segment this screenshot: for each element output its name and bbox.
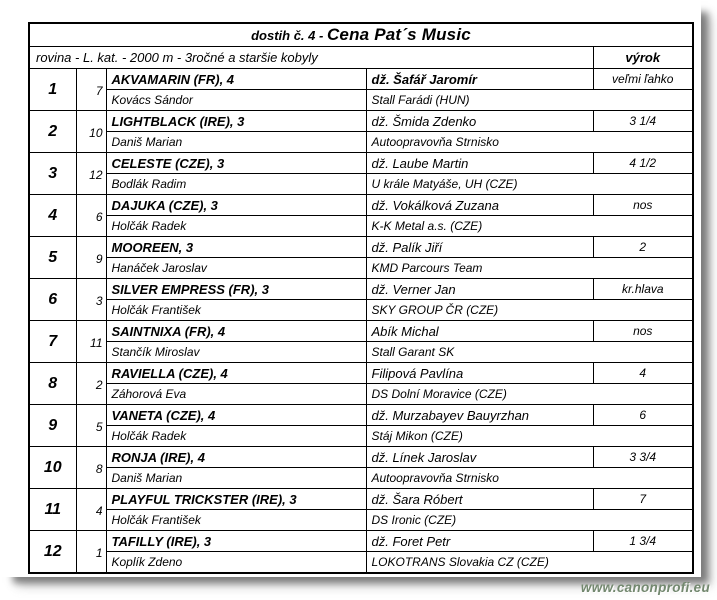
- verdict-cell: veľmi ľahko: [593, 69, 693, 90]
- race-row-line1: [29, 489, 693, 510]
- race-row-line1: [29, 363, 693, 384]
- race-row: [29, 531, 693, 574]
- race-row-line2: [29, 342, 693, 363]
- start-number-cell: 2: [76, 363, 106, 405]
- position-cell: 7: [29, 321, 76, 363]
- horse-name-cell: DAJUKA (CZE), 3: [106, 195, 366, 216]
- jockey-cell: dž. Foret Petr: [366, 531, 593, 552]
- position-cell: 1: [29, 69, 76, 111]
- stable-cell: Stall Farádi (HUN): [366, 90, 693, 111]
- start-number-cell: 7: [76, 69, 106, 111]
- verdict-cell: 4 1/2: [593, 153, 693, 174]
- jockey-cell: dž. Šafář Jaromír: [366, 69, 593, 90]
- stable-cell: Autoopravovňa Strnisko: [366, 132, 693, 153]
- jockey-cell: dž. Vokálková Zuzana: [366, 195, 593, 216]
- position-cell: 4: [29, 195, 76, 237]
- stable-cell: Stáj Mikon (CZE): [366, 426, 693, 447]
- trainer-cell: Koplík Zdeno: [106, 552, 366, 574]
- race-row: [29, 489, 693, 531]
- stable-cell: Autoopravovňa Strnisko: [366, 468, 693, 489]
- race-row-line2: [29, 216, 693, 237]
- race-number-label: dostih č. 4 -: [251, 28, 327, 43]
- stable-cell: SKY GROUP ČR (CZE): [366, 300, 693, 321]
- race-name: Cena Pat´s Music: [326, 25, 471, 44]
- race-row-line2: [29, 384, 693, 405]
- race-row-line1: [29, 69, 693, 90]
- horse-name-cell: SILVER EMPRESS (FR), 3: [106, 279, 366, 300]
- horse-name-cell: AKVAMARIN (FR), 4: [106, 69, 366, 90]
- horse-name-cell: SAINTNIXA (FR), 4: [106, 321, 366, 342]
- jockey-cell: dž. Verner Jan: [366, 279, 593, 300]
- trainer-cell: Holčák Radek: [106, 216, 366, 237]
- position-cell: 12: [29, 531, 76, 574]
- verdict-cell: 6: [593, 405, 693, 426]
- horse-name-cell: MOOREEN, 3: [106, 237, 366, 258]
- trainer-cell: Daniš Marian: [106, 132, 366, 153]
- race-row-line1: [29, 321, 693, 342]
- verdict-cell: 3 1/4: [593, 111, 693, 132]
- race-row-line2: [29, 468, 693, 489]
- race-row: [29, 447, 693, 489]
- race-row-line2: [29, 132, 693, 153]
- verdict-cell: nos: [593, 195, 693, 216]
- race-title: [29, 23, 693, 47]
- position-cell: 10: [29, 447, 76, 489]
- start-number-cell: 9: [76, 237, 106, 279]
- title-row: [29, 23, 693, 47]
- trainer-cell: Holčák František: [106, 510, 366, 531]
- horse-name-cell: CELESTE (CZE), 3: [106, 153, 366, 174]
- jockey-cell: Abík Michal: [366, 321, 593, 342]
- trainer-cell: Holčák Radek: [106, 426, 366, 447]
- start-number-cell: 5: [76, 405, 106, 447]
- trainer-cell: Kovács Sándor: [106, 90, 366, 111]
- race-row: [29, 111, 693, 153]
- horse-name-cell: TAFILLY (IRE), 3: [106, 531, 366, 552]
- trainer-cell: Hanáček Jaroslav: [106, 258, 366, 279]
- start-number-cell: 12: [76, 153, 106, 195]
- race-row-line2: [29, 552, 693, 574]
- verdict-cell: nos: [593, 321, 693, 342]
- verdict-cell: 2: [593, 237, 693, 258]
- position-cell: 2: [29, 111, 76, 153]
- stable-cell: U krále Matyáše, UH (CZE): [366, 174, 693, 195]
- stable-cell: Stall Garant SK: [366, 342, 693, 363]
- start-number-cell: 10: [76, 111, 106, 153]
- race-row-line1: [29, 237, 693, 258]
- horse-name-cell: RAVIELLA (CZE), 4: [106, 363, 366, 384]
- race-row-line2: [29, 426, 693, 447]
- horse-name-cell: VANETA (CZE), 4: [106, 405, 366, 426]
- race-row: [29, 405, 693, 447]
- start-number-cell: 8: [76, 447, 106, 489]
- race-row: [29, 279, 693, 321]
- race-row-line1: [29, 531, 693, 552]
- race-row: [29, 363, 693, 405]
- race-results-table: [28, 22, 694, 574]
- start-number-cell: 3: [76, 279, 106, 321]
- position-cell: 9: [29, 405, 76, 447]
- jockey-cell: dž. Línek Jaroslav: [366, 447, 593, 468]
- trainer-cell: Bodlák Radim: [106, 174, 366, 195]
- verdict-cell: 3 3/4: [593, 447, 693, 468]
- trainer-cell: Holčák František: [106, 300, 366, 321]
- jockey-cell: dž. Šara Róbert: [366, 489, 593, 510]
- race-row: [29, 195, 693, 237]
- trainer-cell: Stančík Miroslav: [106, 342, 366, 363]
- start-number-cell: 1: [76, 531, 106, 574]
- website-watermark: www.canonprofi.eu: [580, 580, 710, 595]
- stable-cell: K-K Metal a.s. (CZE): [366, 216, 693, 237]
- stable-cell: DS Dolní Moravice (CZE): [366, 384, 693, 405]
- race-row-line2: [29, 174, 693, 195]
- verdict-cell: 7: [593, 489, 693, 510]
- race-row: [29, 69, 693, 111]
- trainer-cell: Záhorová Eva: [106, 384, 366, 405]
- verdict-column-header: výrok: [593, 47, 693, 69]
- race-row-line2: [29, 300, 693, 321]
- start-number-cell: 6: [76, 195, 106, 237]
- position-cell: 3: [29, 153, 76, 195]
- race-row-line1: [29, 111, 693, 132]
- race-row-line2: [29, 510, 693, 531]
- start-number-cell: 11: [76, 321, 106, 363]
- verdict-cell: 4: [593, 363, 693, 384]
- horse-name-cell: RONJA (IRE), 4: [106, 447, 366, 468]
- race-row-line1: [29, 405, 693, 426]
- position-cell: 8: [29, 363, 76, 405]
- start-number-cell: 4: [76, 489, 106, 531]
- jockey-cell: Filipová Pavlína: [366, 363, 593, 384]
- race-row-line1: [29, 153, 693, 174]
- race-conditions: rovina - L. kat. - 2000 m - 3ročné a staršie kobyly: [29, 47, 593, 69]
- conditions-row: [29, 47, 693, 69]
- stable-cell: KMD Parcours Team: [366, 258, 693, 279]
- verdict-cell: kr.hlava: [593, 279, 693, 300]
- race-row: [29, 153, 693, 195]
- position-cell: 5: [29, 237, 76, 279]
- race-row: [29, 321, 693, 363]
- horse-name-cell: PLAYFUL TRICKSTER (IRE), 3: [106, 489, 366, 510]
- position-cell: 6: [29, 279, 76, 321]
- verdict-cell: 1 3/4: [593, 531, 693, 552]
- stable-cell: LOKOTRANS Slovakia CZ (CZE): [366, 552, 693, 574]
- race-row: [29, 237, 693, 279]
- race-row-line1: [29, 447, 693, 468]
- race-row-line1: [29, 195, 693, 216]
- race-row-line2: [29, 258, 693, 279]
- jockey-cell: dž. Laube Martin: [366, 153, 593, 174]
- horse-name-cell: LIGHTBLACK (IRE), 3: [106, 111, 366, 132]
- position-cell: 11: [29, 489, 76, 531]
- trainer-cell: Daniš Marian: [106, 468, 366, 489]
- jockey-cell: dž. Palík Jiří: [366, 237, 593, 258]
- jockey-cell: dž. Murzabayev Bauyrzhan: [366, 405, 593, 426]
- race-row-line1: [29, 279, 693, 300]
- race-row-line2: [29, 90, 693, 111]
- stable-cell: DS Ironic (CZE): [366, 510, 693, 531]
- jockey-cell: dž. Šmida Zdenko: [366, 111, 593, 132]
